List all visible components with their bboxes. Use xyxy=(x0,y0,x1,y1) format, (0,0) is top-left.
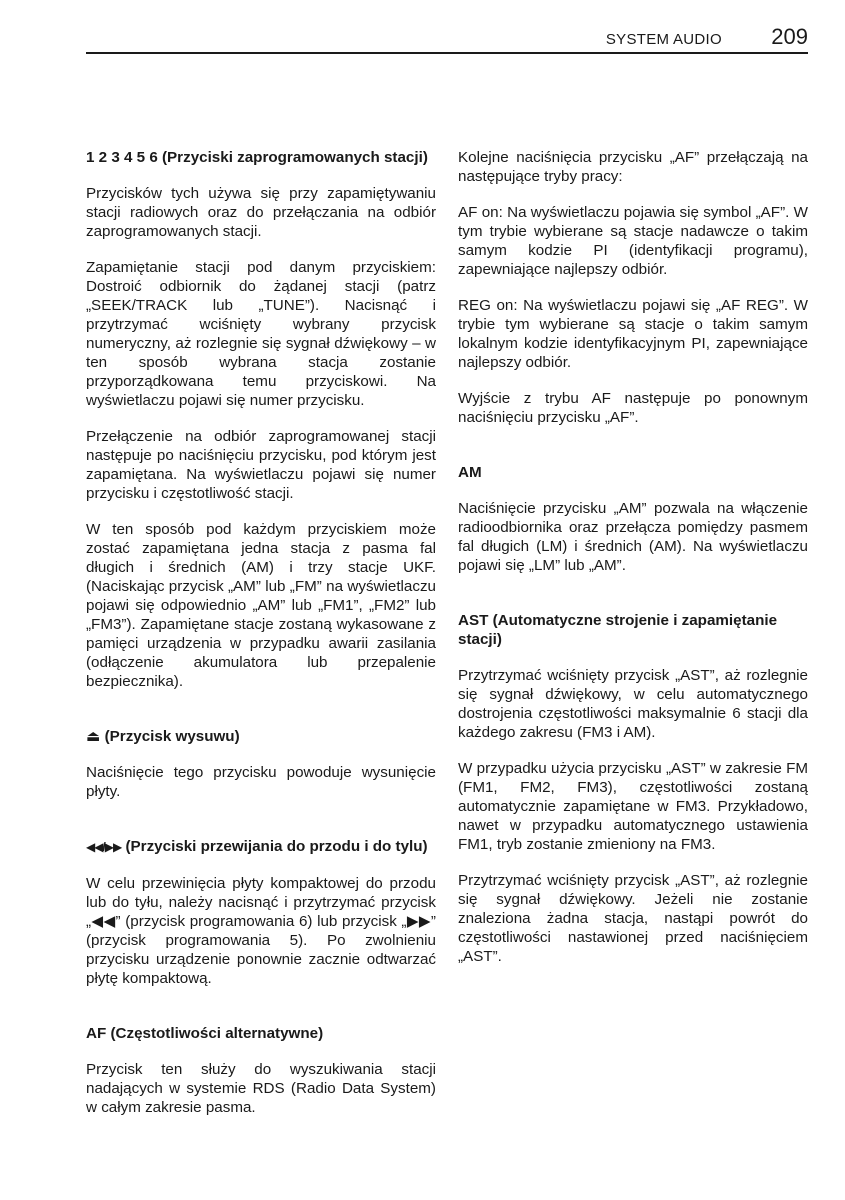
rewind-forward-icon: ◀◀/▶▶ xyxy=(86,840,122,854)
paragraph: W ten sposób pod każdym przyciskiem może zostać zapamiętana jedna stacja z pasma fal długich i średnich (AM) i trzy stacje UKF. (Naciskając przycisk „AM” lub „FM” na wyświetlaczu pojawi się odpowiednio „AM” lub „FM1”, „FM2” lub „FM3”). Zapamiętane stacje zostaną wykasowane z pamięci urządzenia w przypadku awarii zasilania (odłączenie akumulatora lub przepalenie bezpiecznika). xyxy=(86,521,436,690)
af-heading: AF (Częstotliwości alternatywne) xyxy=(86,1025,324,1042)
left-column xyxy=(86,148,436,1134)
paragraph: AF on: Na wyświetlaczu pojawia się symbol „AF”. W tym trybie wybierane są stacje nadawcze o takim samym kodzie PI (identyfikacji programu), zapewniające najlepszy odbiór. xyxy=(458,204,808,278)
paragraph: W przypadku użycia przycisku „AST” w zakresie FM (FM1, FM2, FM3), częstotliwości zostaną automatycznie zapamiętane w FM3. Przykładowo, nawet w przypadku automatycznego ustawienia FM1, tryb zostanie zmieniony na FM3. xyxy=(458,760,808,853)
eject-icon: ⏏ xyxy=(86,728,101,745)
paragraph: Naciśnięcie przycisku „AM” pozwala na włączenie radioodbiornika oraz przełącza pomiędzy pasmem fal długich (LM) i średnich (AM). Na wyświetlaczu pojawi się „LM” lub „AM”. xyxy=(458,500,808,574)
am-heading: AM xyxy=(458,464,482,481)
paragraph: W celu przewinięcia płyty kompaktowej do przodu lub do tyłu, należy nacisnąć i przytrzymać przycisk „◀◀” (przycisk programowania 6) lub przycisk „▶▶” (przycisk programowania 5). Po zwolnieniu przycisku urządzenie ponownie zacznie odtwarzać płytę kompaktową. xyxy=(86,875,436,987)
right-column xyxy=(458,148,808,983)
seek-buttons-heading xyxy=(86,837,436,857)
paragraph: Wyjście z trybu AF następuje po ponownym naciśnięciu przycisku „AF”. xyxy=(458,390,808,426)
seek-heading-text: (Przyciski przewijania do przodu i do tylu) xyxy=(125,838,428,855)
paragraph: Przycisków tych używa się przy zapamiętywaniu stacji radiowych oraz do przełączania na odbiór zaprogramowanych stacji. xyxy=(86,185,436,240)
paragraph: Przytrzymać wciśnięty przycisk „AST”, aż rozlegnie się sygnał dźwiękowy. Jeżeli nie zostanie znaleziona żadna stacja, nastąpi powrót do częstotliwości nastawionej przed naciśnięciem „AST”. xyxy=(458,872,808,965)
paragraph: Naciśnięcie tego przycisku powoduje wysunięcie płyty. xyxy=(86,764,436,800)
paragraph: Przytrzymać wciśnięty przycisk „AST”, aż rozlegnie się sygnał dźwiękowy, w celu automatycznego dostrojenia częstotliwości maksymalnie 6 stacji dla każdego zakresu (FM3 i AM). xyxy=(458,667,808,741)
paragraph: REG on: Na wyświetlaczu pojawi się „AF REG”. W trybie tym wybierane są stacje o takim samym lokalnym kodzie identyfikacyjnym PI, zapewniające najlepszy odbiór. xyxy=(458,297,808,371)
page-header xyxy=(86,22,808,54)
paragraph: Zapamiętanie stacji pod danym przyciskiem: Dostroić odbiornik do żądanej stacji (patrz „SEEK/TRACK lub „TUNE”). Nacisnąć i przytrzymać wciśnięty wybrany przycisk numeryczny, aż rozlegnie się sygnał dźwiękowy – w ten sposób wybrana stacja zostanie przyporządkowana temu przyciskowi. Na wyświetlaczu pojawi się numer przycisku. xyxy=(86,259,436,409)
page-number: 209 xyxy=(771,24,808,49)
paragraph: Przełączenie na odbiór zaprogramowanej stacji następuje po naciśnięciu przycisku, pod którym jest zapamiętana. Na wyświetlaczu pojawi się numer przycisku i częstotliwość stacji. xyxy=(86,428,436,502)
section-title: SYSTEM AUDIO xyxy=(605,31,722,48)
paragraph: Przycisk ten służy do wyszukiwania stacji nadających w systemie RDS (Radio Data System) w całym zakresie pasma. xyxy=(86,1061,436,1116)
eject-button-heading xyxy=(86,727,436,746)
preset-buttons-heading: 1 2 3 4 5 6 (Przyciski zaprogramowanych stacji) xyxy=(86,149,428,166)
ast-heading: AST (Automatyczne strojenie i zapamiętanie stacji) xyxy=(458,612,778,648)
eject-heading-text: (Przycisk wysuwu) xyxy=(104,728,240,745)
paragraph: Kolejne naciśnięcia przycisku „AF” przełączają na następujące tryby pracy: xyxy=(458,149,808,185)
